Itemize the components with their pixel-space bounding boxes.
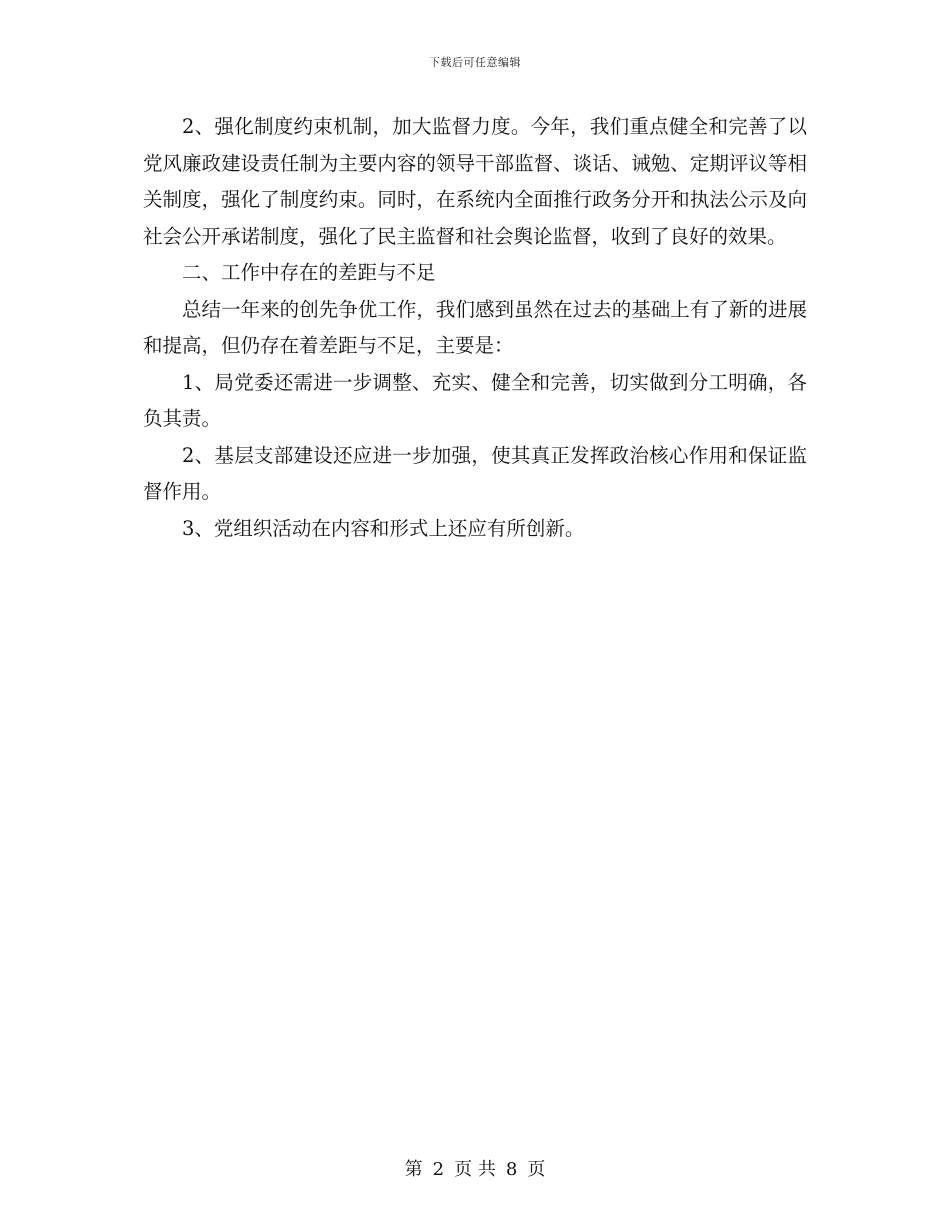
paragraph-gap-2: 2、基层支部建设还应进一步加强，使其真正发挥政治核心作用和保证监督作用。 <box>143 443 807 503</box>
paragraph-supervision: 2、强化制度约束机制，加大监督力度。今年，我们重点健全和完善了以党风廉政建设责任制为主要内容的领导干部监督、谈话、诫勉、定期评议等相关制度，强化了制度约束。同时，在系统内全面推行政务分开和执法公示及向社会公开承诺制度，强化了民主监督和社会舆论监督，收到了良好的效果。 <box>143 115 807 248</box>
footer-prefix: 第 <box>404 1159 423 1180</box>
footer-current-page: 2 <box>432 1159 445 1180</box>
footer-total-pages: 8 <box>505 1159 518 1180</box>
document-body <box>143 109 807 547</box>
paragraph-gap-1: 1、局党委还需进一步调整、充实、健全和完善，切实做到分工明确，各负其责。 <box>143 370 807 430</box>
page-footer <box>0 1155 950 1181</box>
footer-suffix: 页 <box>527 1159 546 1180</box>
footer-middle: 页 共 <box>454 1159 496 1180</box>
paragraph-gap-3: 3、党组织活动在内容和形式上还应有所创新。 <box>182 516 585 540</box>
section-heading-gaps: 二、工作中存在的差距与不足 <box>182 261 436 284</box>
page-header: 下载后可任意编辑 <box>429 56 521 69</box>
paragraph-summary: 总结一年来的创先争优工作，我们感到虽然在过去的基础上有了新的进展和提高，但仍存在着差距与不足，主要是： <box>143 297 807 357</box>
